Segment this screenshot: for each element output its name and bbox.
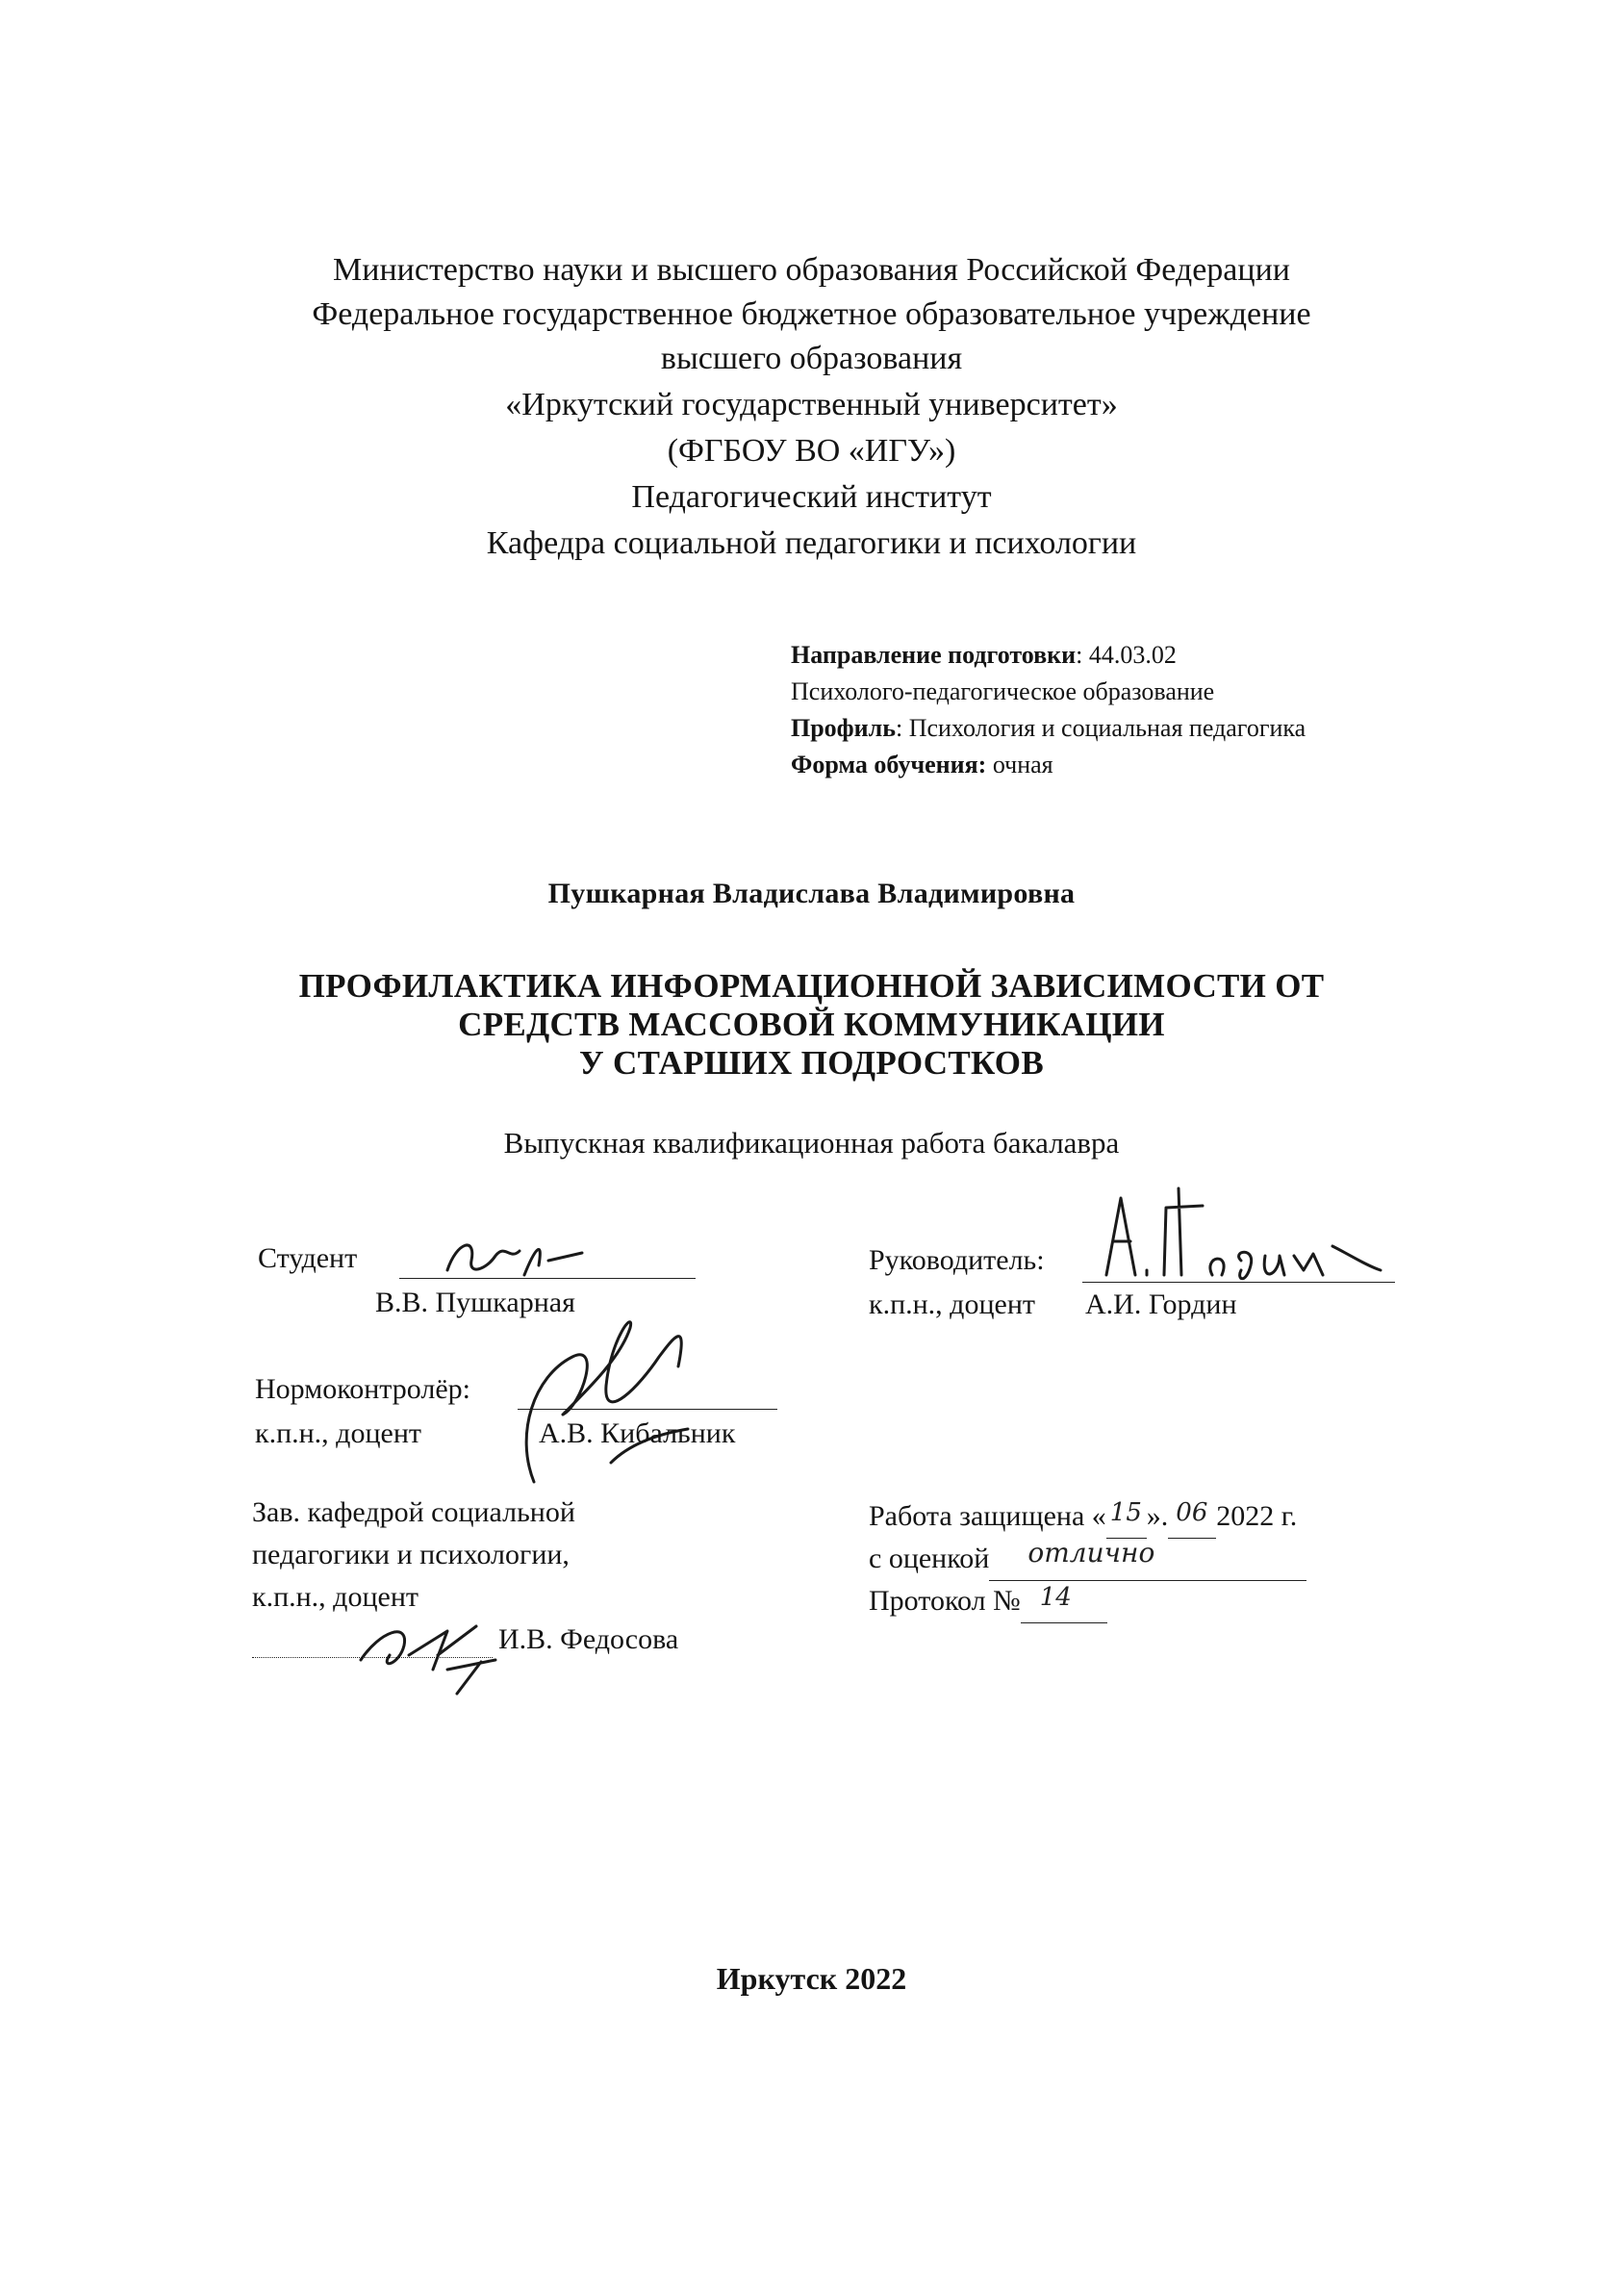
defense-month-field	[1168, 1495, 1216, 1539]
study-form-line	[791, 747, 1306, 783]
study-form-value: очная	[986, 751, 1053, 778]
head-position-line-2: педагогики и психологии,	[252, 1539, 570, 1570]
protocol-label: Протокол №	[869, 1585, 1021, 1617]
student-signature	[438, 1232, 601, 1289]
grade-value: отлично	[1027, 1537, 1155, 1569]
education-level-line: высшего образования	[660, 341, 963, 376]
supervisor-name: А.И. Гордин	[1085, 1288, 1237, 1320]
work-type: Выпускная квалификационная работа бакалавра	[503, 1126, 1120, 1160]
protocol-line	[869, 1580, 1107, 1623]
protocol-field	[1021, 1580, 1107, 1623]
grade-field	[989, 1538, 1306, 1581]
normcontrol-degree: к.п.н., доцент	[255, 1417, 421, 1449]
institution-type-line: Федеральное государственное бюджетное образовательное учреждение	[312, 296, 1311, 332]
institute-name: Педагогический институт	[631, 479, 992, 515]
city-year: Иркутск 2022	[716, 1961, 907, 1996]
normcontrol-name: А.В. Кибальник	[539, 1417, 736, 1449]
direction-label: Направление подготовки	[791, 641, 1077, 669]
direction-line	[791, 637, 1306, 674]
supervisor-signature	[1087, 1179, 1395, 1289]
defense-month: 06	[1176, 1498, 1208, 1527]
defense-day: 15	[1109, 1498, 1142, 1527]
university-name: «Иркутский государственный университет»	[505, 387, 1118, 422]
author-name: Пушкарная Владислава Владимировна	[547, 878, 1076, 909]
defense-date-separator: ».	[1146, 1500, 1169, 1532]
normcontrol-signature	[495, 1299, 707, 1492]
title-line-2: СРЕДСТВ МАССОВОЙ КОММУНИКАЦИИ	[458, 1006, 1165, 1043]
direction-code: : 44.03.02	[1076, 641, 1177, 669]
study-form-label: Форма обучения:	[791, 751, 987, 778]
protocol-number: 14	[1039, 1583, 1072, 1612]
ministry-line: Министерство науки и высшего образования Российской Федерации	[333, 252, 1290, 288]
defense-date-prefix: Работа защищена «	[869, 1500, 1106, 1532]
university-abbreviation: (ФГБОУ ВО «ИГУ»)	[667, 433, 956, 469]
normcontrol-label: Нормоконтролёр:	[255, 1373, 471, 1405]
supervisor-label: Руководитель:	[869, 1244, 1045, 1276]
grade-label: с оценкой	[869, 1543, 990, 1574]
profile-label: Профиль	[791, 714, 896, 742]
head-name: И.В. Федосова	[498, 1623, 679, 1655]
grade-line	[869, 1538, 1306, 1581]
head-position-line-1: Зав. кафедрой социальной	[252, 1496, 575, 1528]
head-degree: к.п.н., доцент	[252, 1581, 418, 1613]
defense-date-suffix: 2022 г.	[1216, 1500, 1298, 1532]
profile-line	[791, 710, 1306, 747]
student-name: В.В. Пушкарная	[375, 1287, 575, 1318]
title-line-1: ПРОФИЛАКТИКА ИНФОРМАЦИОННОЙ ЗАВИСИМОСТИ ОТ	[298, 967, 1325, 1005]
direction-name: Психолого-педагогическое образование	[791, 677, 1215, 705]
head-signature	[351, 1602, 505, 1698]
supervisor-degree: к.п.н., доцент	[869, 1288, 1035, 1320]
program-details	[791, 637, 1306, 783]
profile-value: : Психология и социальная педагогика	[896, 714, 1306, 742]
title-line-3: У СТАРШИХ ПОДРОСТКОВ	[579, 1044, 1044, 1082]
department-name: Кафедра социальной педагогики и психологии	[486, 525, 1137, 561]
student-label: Студент	[258, 1242, 358, 1274]
